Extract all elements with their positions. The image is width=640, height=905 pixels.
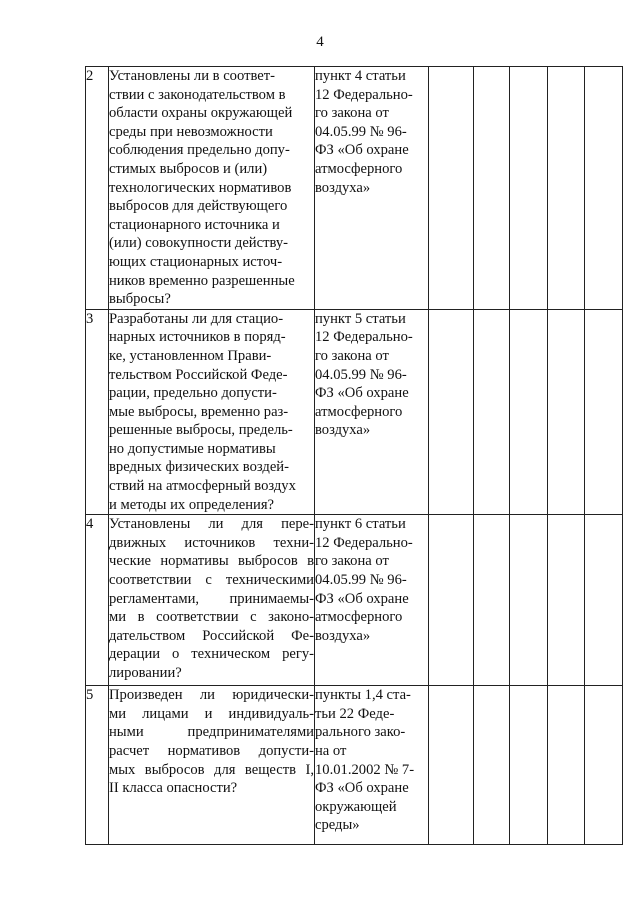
empty-cell <box>510 309 548 515</box>
question-line: ке, установленном Прави- <box>109 347 272 364</box>
empty-cell <box>429 309 474 515</box>
legal-reference-line: 04.05.99 № 96- <box>315 123 407 140</box>
question-line: ющих стационарных источ- <box>109 253 283 270</box>
legal-reference-line: рального зако- <box>315 724 406 741</box>
legal-reference-line: 12 Федерально- <box>315 329 413 346</box>
question-line: мых выбросов для веществ I, <box>109 761 314 778</box>
question-line: стимых выбросов и (или) <box>109 160 268 177</box>
legal-reference-line: пункт 4 статьи <box>315 68 406 84</box>
question-cell <box>109 515 315 686</box>
question-line: выбросы? <box>109 291 171 308</box>
empty-cell <box>548 686 585 845</box>
question-line: соблюдения предельно допу- <box>109 142 290 159</box>
table-row <box>86 515 623 686</box>
question-cell <box>109 309 315 515</box>
page-number: 4 <box>316 34 324 50</box>
question-line: ными предпринимателями <box>109 724 314 741</box>
question-line: соответствии с техническими <box>109 572 314 589</box>
empty-cell <box>474 67 510 310</box>
empty-cell <box>548 67 585 310</box>
question-cell <box>109 67 315 310</box>
legal-reference-line: го закона от <box>315 347 389 364</box>
question-line: ствий на атмосферный воздух <box>109 478 296 495</box>
question-line: технологических нормативов <box>109 179 292 196</box>
legal-reference-cell <box>315 67 429 310</box>
legal-reference-line: 04.05.99 № 96- <box>315 572 407 589</box>
question-line: дательством Российской Фе- <box>109 627 314 644</box>
question-line: среды при невозможности <box>109 123 273 140</box>
empty-cell <box>585 686 623 845</box>
question-line: выбросов для действующего <box>109 198 288 215</box>
empty-cell <box>510 686 548 845</box>
legal-reference-line: пункт 6 статьи <box>315 516 406 533</box>
legal-reference-line: на от <box>315 743 347 760</box>
legal-reference-line: 10.01.2002 № 7- <box>315 761 415 778</box>
legal-reference-line: среды» <box>315 817 360 834</box>
question-line: нарных источников в поряд- <box>109 329 286 346</box>
question-line: Установлены ли для пере- <box>109 516 314 533</box>
question-line: ми в соответствии с законо- <box>109 609 314 626</box>
legal-reference-line: атмосферного <box>315 160 403 177</box>
question-cell <box>109 686 315 845</box>
question-line: ствии с законодательством в <box>109 86 286 103</box>
legal-reference-line: 12 Федерально- <box>315 86 413 103</box>
question-line: регламентами, принимаемы- <box>109 590 314 607</box>
empty-cell <box>510 67 548 310</box>
question-line: лировании? <box>109 665 182 681</box>
empty-cell <box>474 515 510 686</box>
question-line: Произведен ли юридически- <box>109 687 314 704</box>
row-number: 3 <box>86 309 109 515</box>
legal-reference-line: го закона от <box>315 105 389 122</box>
legal-reference-line: го закона от <box>315 553 389 570</box>
question-line: (или) совокупности действу- <box>109 235 289 252</box>
empty-cell <box>510 515 548 686</box>
legal-reference-cell <box>315 686 429 845</box>
question-line: Установлены ли в соответ- <box>109 68 275 84</box>
legal-reference-line: воздуха» <box>315 179 371 196</box>
legal-reference-line: пункт 5 статьи <box>315 310 406 327</box>
question-line: и методы их определения? <box>109 496 275 513</box>
empty-cell <box>548 515 585 686</box>
table-row <box>86 309 623 515</box>
table-row <box>86 686 623 845</box>
legal-reference-line: ФЗ «Об охране <box>315 780 409 797</box>
legal-reference-line: окружающей <box>315 798 397 815</box>
question-line: вредных физических воздей- <box>109 459 289 476</box>
question-line: стационарного источника и <box>109 216 280 233</box>
empty-cell <box>548 309 585 515</box>
empty-cell <box>585 515 623 686</box>
empty-cell <box>429 67 474 310</box>
question-line: Разработаны ли для стацио- <box>109 310 284 327</box>
empty-cell <box>429 515 474 686</box>
question-line: рации, предельно допусти- <box>109 385 277 402</box>
legal-reference-line: пункты 1,4 ста- <box>315 687 411 704</box>
table-row <box>86 67 623 310</box>
question-line: расчет нормативов допусти- <box>109 743 314 760</box>
legal-reference-line: ФЗ «Об охране <box>315 590 409 607</box>
question-line: движных источников техни- <box>109 534 314 551</box>
question-line: решенные выбросы, предель- <box>109 422 293 439</box>
question-line: ческие нормативы выбросов в <box>109 553 314 570</box>
question-line: II класса опасности? <box>109 780 238 797</box>
empty-cell <box>585 67 623 310</box>
row-number: 4 <box>86 515 109 686</box>
legal-reference-line: 12 Федерально- <box>315 534 413 551</box>
empty-cell <box>585 309 623 515</box>
question-line: области охраны окружающей <box>109 105 293 122</box>
question-line: мые выбросы, временно раз- <box>109 403 289 420</box>
question-line: ми лицами и индивидуаль- <box>109 705 314 722</box>
legal-reference-line: тьи 22 Феде- <box>315 705 395 722</box>
row-number: 5 <box>86 686 109 845</box>
legal-reference-line: атмосферного <box>315 609 403 626</box>
legal-reference-cell <box>315 515 429 686</box>
question-line: дерации о техническом регу- <box>109 646 314 663</box>
empty-cell <box>474 309 510 515</box>
legal-reference-cell <box>315 309 429 515</box>
legal-reference-line: атмосферного <box>315 403 403 420</box>
row-number: 2 <box>86 67 109 310</box>
question-line: но допустимые нормативы <box>109 440 276 457</box>
empty-cell <box>474 686 510 845</box>
question-line: ников временно разрешенные <box>109 272 295 289</box>
legal-reference-line: воздуха» <box>315 422 371 439</box>
empty-cell <box>429 686 474 845</box>
requirements-table <box>85 66 623 845</box>
legal-reference-line: ФЗ «Об охране <box>315 142 409 159</box>
legal-reference-line: 04.05.99 № 96- <box>315 366 407 383</box>
legal-reference-line: ФЗ «Об охране <box>315 385 409 402</box>
question-line: тельством Российской Феде- <box>109 366 288 383</box>
legal-reference-line: воздуха» <box>315 627 371 644</box>
